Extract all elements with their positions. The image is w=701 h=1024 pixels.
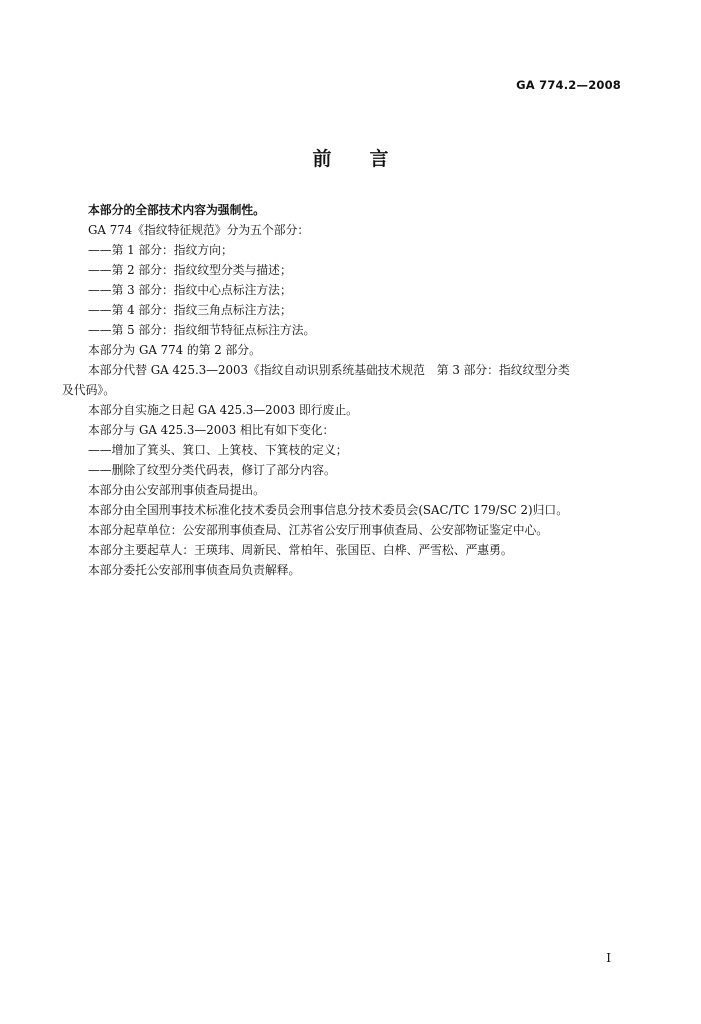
list-item: ——第 5 部分：指纹细节特征点标注方法。 — [88, 323, 316, 337]
page-number: I — [606, 951, 611, 965]
list-item: ——第 3 部分：指纹中心点标注方法； — [88, 283, 292, 297]
paragraph: 本部分与 GA 425.3—2003 相比有如下变化： — [88, 423, 335, 437]
paragraph: 本部分起草单位：公安部刑事侦查局、江苏省公安厅刑事侦查局、公安部物证鉴定中心。 — [88, 523, 549, 537]
list-item: ——删除了纹型分类代码表，修订了部分内容。 — [88, 463, 336, 477]
paragraph: 本部分代替 GA 425.3—2003《指纹自动识别系统基础技术规范 第 3 部分：指纹纹型分类 — [88, 363, 570, 377]
paragraph: 本部分由公安部刑事侦查局提出。 — [88, 483, 265, 497]
paragraph: 本部分的全部技术内容为强制性。 — [88, 203, 265, 217]
paragraph: 本部分委托公安部刑事侦查局负责解释。 — [88, 563, 301, 577]
list-item: ——第 4 部分：指纹三角点标注方法； — [88, 303, 292, 317]
paragraph: GA 774《指纹特征规范》分为五个部分： — [88, 223, 310, 237]
paragraph: 本部分为 GA 774 的第 2 部分。 — [88, 343, 261, 357]
list-item: ——增加了箕头、箕口、上箕枝、下箕枝的定义； — [88, 443, 348, 457]
document-code: GA 774.2—2008 — [516, 78, 621, 92]
list-item: ——第 2 部分：指纹纹型分类与描述； — [88, 263, 292, 277]
page-title: 前言 — [312, 148, 427, 170]
paragraph: 本部分主要起草人：王瑛玮、周新民、常柏年、张国臣、白桦、严雪松、严惠勇。 — [88, 543, 513, 557]
paragraph: 本部分自实施之日起 GA 425.3—2003 即行废止。 — [88, 403, 358, 417]
list-item: ——第 1 部分：指纹方向； — [88, 243, 233, 257]
paragraph: 本部分由全国刑事技术标准化技术委员会刑事信息分技术委员会(SAC/TC 179/SC 2)归口。 — [88, 503, 569, 517]
paragraph-continuation: 及代码》。 — [62, 383, 116, 397]
foreword-body — [62, 200, 642, 580]
